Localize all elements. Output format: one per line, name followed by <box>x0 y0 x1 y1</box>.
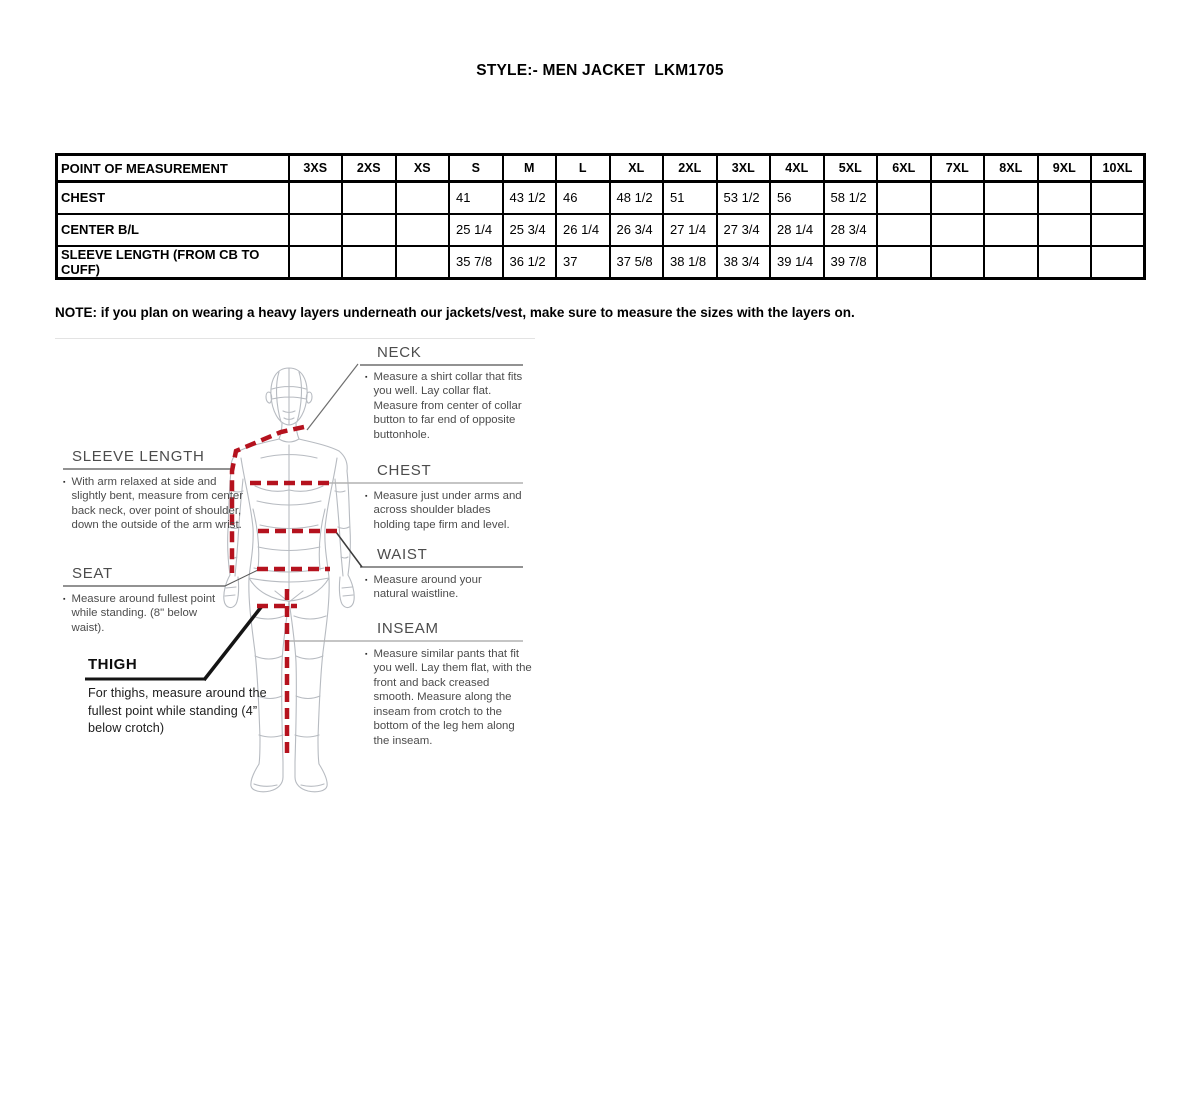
bullet-icon: ▪ <box>365 493 368 500</box>
size-chart-header-row <box>57 155 1145 182</box>
measurement-row-label: SLEEVE LENGTH (FROM CB TO CUFF) <box>57 246 289 279</box>
column-header-size: 2XS <box>342 155 396 182</box>
sleeve-length-description <box>63 475 249 533</box>
size-value-cell: 28 1/4 <box>770 214 824 246</box>
size-value-cell: 39 1/4 <box>770 246 824 279</box>
size-value-cell: 46 <box>556 182 610 214</box>
chest-description-text: Measure just under arms and across shoulder blades holding tape firm and level. <box>373 490 522 531</box>
size-value-cell <box>1091 214 1145 246</box>
size-chart <box>55 153 1146 280</box>
neck-description-text: Measure a shirt collar that fits you well. Lay collar flat. Measure from center of collar button to far end of opposite buttonhole. <box>373 371 523 441</box>
seat-heading: SEAT <box>72 565 113 582</box>
size-value-cell: 38 1/8 <box>663 246 717 279</box>
size-value-cell: 58 1/2 <box>824 182 878 214</box>
column-header-size: M <box>503 155 557 182</box>
sleeve-length-description-text: With arm relaxed at side and slightly bent, measure from center back neck, over point of shoulder, down the outside of the arm wrist. <box>71 476 244 532</box>
sleeve-length-heading: SLEEVE LENGTH <box>72 448 205 465</box>
size-value-cell <box>342 246 396 279</box>
column-header-size: 10XL <box>1091 155 1145 182</box>
size-value-cell <box>931 246 985 279</box>
column-header-size: 9XL <box>1038 155 1092 182</box>
size-value-cell: 56 <box>770 182 824 214</box>
figure-right-arm <box>335 471 354 607</box>
waist-description <box>365 573 515 602</box>
size-value-cell: 43 1/2 <box>503 182 557 214</box>
waist-description-text: Measure around your natural waistline. <box>373 574 482 601</box>
size-value-cell: 27 1/4 <box>663 214 717 246</box>
column-header-size: XL <box>610 155 664 182</box>
column-header-size: 2XL <box>663 155 717 182</box>
measurement-row-label: CHEST <box>57 182 289 214</box>
figure-feet <box>251 762 327 792</box>
size-value-cell: 38 3/4 <box>717 246 771 279</box>
seat-description <box>63 592 223 635</box>
size-value-cell <box>396 214 450 246</box>
size-value-cell <box>877 246 931 279</box>
size-value-cell <box>984 246 1038 279</box>
neck-leader-line <box>307 364 358 430</box>
figure-head <box>266 368 312 425</box>
size-value-cell <box>1091 182 1145 214</box>
size-value-cell <box>1038 246 1092 279</box>
size-value-cell <box>877 214 931 246</box>
size-chart-body <box>57 182 1145 279</box>
thigh-heading: THIGH <box>88 656 138 673</box>
thigh-description-text: For thighs, measure around the fullest point while standing (4” below crotch) <box>88 686 267 736</box>
column-header-size: 7XL <box>931 155 985 182</box>
size-value-cell: 53 1/2 <box>717 182 771 214</box>
size-value-cell: 35 7/8 <box>449 246 503 279</box>
column-header-size: XS <box>396 155 450 182</box>
column-header-point-of-measurement: POINT OF MEASUREMENT <box>57 155 289 182</box>
inseam-heading: INSEAM <box>377 620 439 637</box>
size-value-cell: 39 7/8 <box>824 246 878 279</box>
size-value-cell <box>984 214 1038 246</box>
bullet-icon: ▪ <box>63 479 66 486</box>
size-value-cell <box>396 246 450 279</box>
size-chart-table <box>55 153 1146 280</box>
chest-heading: CHEST <box>377 462 432 479</box>
size-value-cell <box>1038 214 1092 246</box>
measurement-row <box>57 214 1145 246</box>
size-value-cell: 41 <box>449 182 503 214</box>
size-value-cell: 25 3/4 <box>503 214 557 246</box>
bullet-icon: ▪ <box>365 374 368 381</box>
measurement-diagram <box>55 338 535 796</box>
size-value-cell: 26 3/4 <box>610 214 664 246</box>
chest-description <box>365 489 530 532</box>
column-header-size: 5XL <box>824 155 878 182</box>
thigh-description <box>88 685 268 738</box>
size-value-cell <box>1091 246 1145 279</box>
bullet-icon: ▪ <box>365 651 368 658</box>
size-value-cell: 37 <box>556 246 610 279</box>
neck-description <box>365 370 530 442</box>
size-value-cell <box>342 182 396 214</box>
column-header-size: 8XL <box>984 155 1038 182</box>
column-header-size: 3XS <box>289 155 343 182</box>
inseam-description-text: Measure similar pants that fit you well. Lay them flat, with the front and back creased smooth. Measure along the inseam from crotch to the bottom of the leg hem along the inseam. <box>373 648 532 747</box>
neck-heading: NECK <box>377 344 422 361</box>
size-value-cell <box>396 182 450 214</box>
size-value-cell: 26 1/4 <box>556 214 610 246</box>
size-value-cell <box>877 182 931 214</box>
size-value-cell <box>289 214 343 246</box>
size-value-cell: 37 5/8 <box>610 246 664 279</box>
bullet-icon: ▪ <box>63 596 66 603</box>
size-value-cell: 25 1/4 <box>449 214 503 246</box>
note-text: NOTE: if you plan on wearing a heavy layers underneath our jackets/vest, make sure to measure the sizes with the layers on. <box>55 305 855 320</box>
column-header-size: 4XL <box>770 155 824 182</box>
column-header-size: L <box>556 155 610 182</box>
waist-heading: WAIST <box>377 546 428 563</box>
size-value-cell <box>289 182 343 214</box>
size-value-cell <box>931 214 985 246</box>
size-value-cell: 27 3/4 <box>717 214 771 246</box>
size-value-cell <box>931 182 985 214</box>
size-value-cell: 48 1/2 <box>610 182 664 214</box>
size-value-cell <box>984 182 1038 214</box>
column-header-size: 6XL <box>877 155 931 182</box>
inseam-description <box>365 647 533 748</box>
column-header-size: 3XL <box>717 155 771 182</box>
seat-description-text: Measure around fullest point while standing. (8" below waist). <box>71 593 216 634</box>
measurement-row-label: CENTER B/L <box>57 214 289 246</box>
measurement-row <box>57 246 1145 279</box>
size-value-cell: 36 1/2 <box>503 246 557 279</box>
size-value-cell <box>342 214 396 246</box>
size-value-cell <box>1038 182 1092 214</box>
measurement-row <box>57 182 1145 214</box>
size-value-cell: 51 <box>663 182 717 214</box>
page-title: STYLE:- MEN JACKET LKM1705 <box>476 62 724 79</box>
size-value-cell <box>289 246 343 279</box>
size-value-cell: 28 3/4 <box>824 214 878 246</box>
column-header-size: S <box>449 155 503 182</box>
bullet-icon: ▪ <box>365 577 368 584</box>
